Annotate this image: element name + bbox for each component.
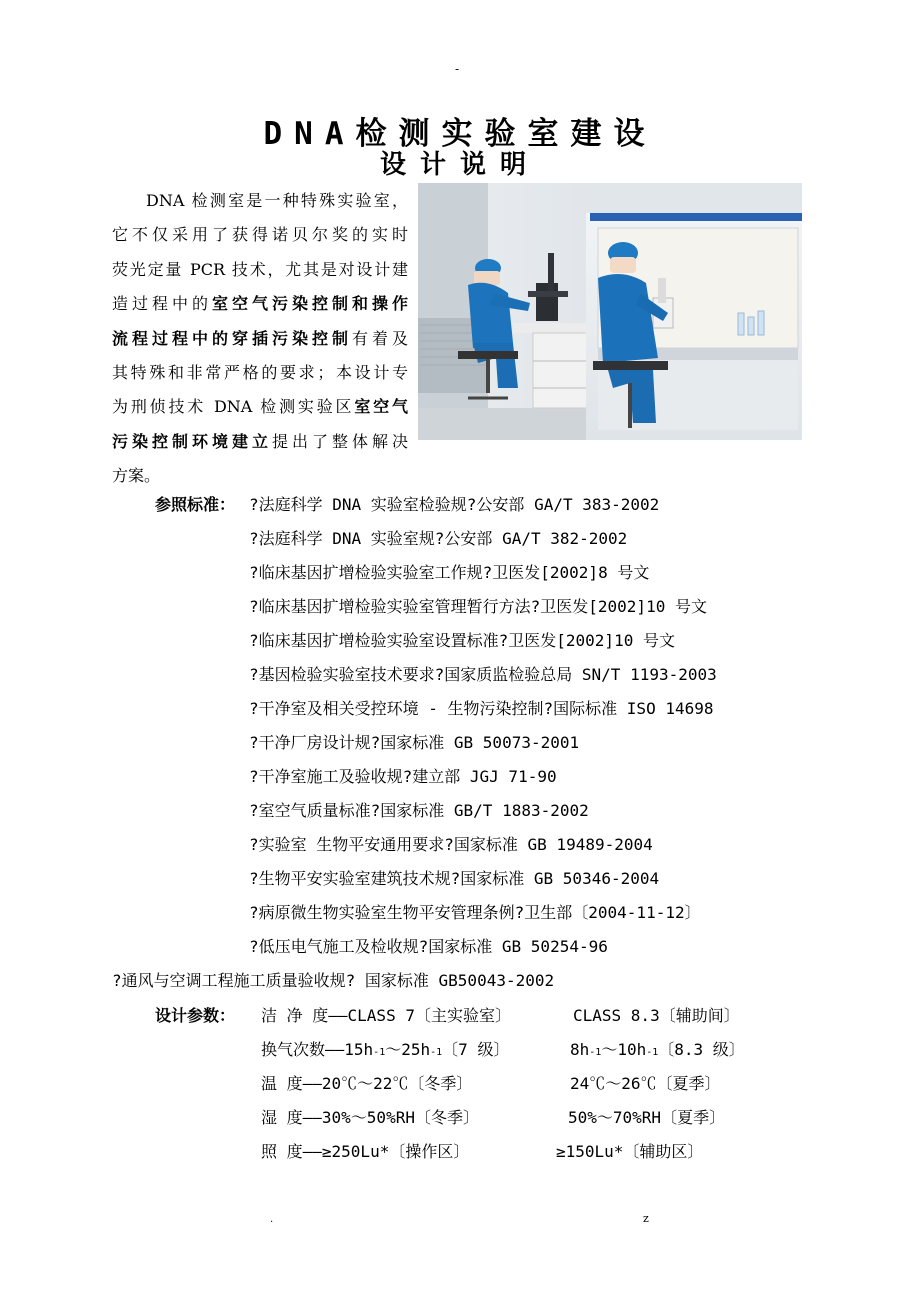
intro-emphasis: 污染控制环境建立 bbox=[112, 431, 272, 451]
intro-text: 方案。 bbox=[112, 466, 161, 486]
param-value: 洁 净 度——CLASS 7〔主实验室〕 bbox=[261, 1006, 511, 1025]
standard-item: ?干净厂房设计规?国家标准 GB 50073-2001 bbox=[249, 733, 580, 752]
intro-text: 荧光定量 PCR 技术，尤其是对设计建 bbox=[112, 259, 408, 279]
standards-label: 参照标准： bbox=[155, 495, 236, 514]
intro-text: 有着及 bbox=[351, 328, 408, 348]
param-value-alt: 24℃～26℃〔夏季〕 bbox=[570, 1074, 721, 1093]
standard-item: ?室空气质量标准?国家标准 GB/T 1883-2002 bbox=[249, 801, 589, 820]
param-value bbox=[261, 1037, 509, 1060]
intro-emphasis: 流程过程中的穿插污染控制 bbox=[112, 328, 352, 348]
param-exponent: -1 bbox=[589, 1047, 602, 1058]
param-exponent: -1 bbox=[646, 1047, 659, 1058]
standard-item: ?基因检验实验室技术要求?国家质监检验总局 SN/T 1193-2003 bbox=[249, 665, 717, 684]
intro-text: DNA 检测室是一种特殊实验室， bbox=[146, 191, 408, 210]
param-text: 〔7 级〕 bbox=[442, 1040, 510, 1059]
param-text: 换气次数——15h bbox=[261, 1040, 374, 1059]
intro-text: 其特殊和非常严格的要求；本设计专 bbox=[112, 363, 408, 383]
param-exponent: -1 bbox=[373, 1047, 386, 1058]
param-value: 湿 度——30%～50%RH〔冬季〕 bbox=[261, 1108, 479, 1127]
intro-emphasis: 室空气 bbox=[354, 397, 408, 417]
param-value-alt: CLASS 8.3〔辅助间〕 bbox=[573, 1006, 740, 1025]
intro-line bbox=[112, 356, 408, 390]
standard-item: ?法庭科学 DNA 实验室检验规?公安部 GA/T 383-2002 bbox=[249, 495, 660, 514]
param-value-alt bbox=[570, 1037, 745, 1060]
standard-item: ?法庭科学 DNA 实验室规?公安部 GA/T 382-2002 bbox=[249, 529, 628, 548]
lab-photo bbox=[418, 183, 802, 440]
page-subtitle: 设计说明 bbox=[379, 150, 540, 180]
intro-text: 它不仅采用了获得诺贝尔奖的实时 bbox=[112, 225, 408, 245]
intro-line bbox=[112, 459, 408, 493]
intro-paragraph bbox=[112, 184, 408, 494]
standard-item: ?实验室 生物平安通用要求?国家标准 GB 19489-2004 bbox=[249, 835, 653, 854]
standard-item: ?临床基因扩增检验实验室设置标准?卫医发[2002]10 号文 bbox=[249, 631, 675, 650]
intro-emphasis: 室空气污染控制和操作 bbox=[212, 294, 408, 314]
standard-item: ?干净室施工及验收规?建立部 JGJ 71-90 bbox=[249, 767, 557, 786]
intro-line bbox=[112, 287, 408, 321]
intro-line bbox=[112, 390, 408, 424]
intro-line bbox=[112, 425, 408, 459]
intro-line bbox=[112, 218, 408, 252]
param-text: 〔8.3 级〕 bbox=[658, 1040, 745, 1059]
param-exponent: -1 bbox=[430, 1047, 443, 1058]
standard-item: ?干净室及相关受控环境 - 生物污染控制?国际标准 ISO 14698 bbox=[249, 699, 714, 718]
header-mark: - bbox=[455, 62, 460, 76]
intro-line bbox=[112, 184, 408, 218]
param-value: 温 度——20℃～22℃〔冬季〕 bbox=[261, 1074, 473, 1093]
intro-text: 造过程中的 bbox=[112, 294, 212, 314]
standard-item: ?低压电气施工及检收规?国家标准 GB 50254-96 bbox=[249, 937, 608, 956]
param-text: ～25h bbox=[385, 1040, 431, 1059]
param-text: 8h bbox=[570, 1040, 590, 1059]
standard-item: ?通风与空调工程施工质量验收规? 国家标准 GB50043-2002 bbox=[112, 971, 555, 990]
page-title: DNA检测实验室建设 bbox=[263, 116, 657, 152]
footer-left: . bbox=[270, 1214, 274, 1225]
intro-line bbox=[112, 253, 408, 287]
footer-right: z bbox=[643, 1212, 649, 1225]
intro-line bbox=[112, 322, 408, 356]
standard-item: ?临床基因扩增检验实验室管理暂行方法?卫医发[2002]10 号文 bbox=[249, 597, 707, 616]
params-label: 设计参数： bbox=[155, 1006, 236, 1025]
param-value-alt: ≥150Lu*〔辅助区〕 bbox=[556, 1142, 704, 1161]
standard-item: ?病原微生物实验室生物平安管理条例?卫生部〔2004-11-12〕 bbox=[249, 903, 701, 922]
param-value-alt: 50%～70%RH〔夏季〕 bbox=[568, 1108, 726, 1127]
intro-text: 提出了整体解决 bbox=[271, 431, 408, 451]
param-value: 照 度——≥250Lu*〔操作区〕 bbox=[261, 1142, 470, 1161]
intro-text: 为刑侦技术 DNA 检测实验区 bbox=[112, 397, 355, 417]
standard-item: ?生物平安实验室建筑技术规?国家标准 GB 50346-2004 bbox=[249, 869, 660, 888]
standard-item: ?临床基因扩增检验实验室工作规?卫医发[2002]8 号文 bbox=[249, 563, 650, 582]
param-text: ～10h bbox=[601, 1040, 647, 1059]
